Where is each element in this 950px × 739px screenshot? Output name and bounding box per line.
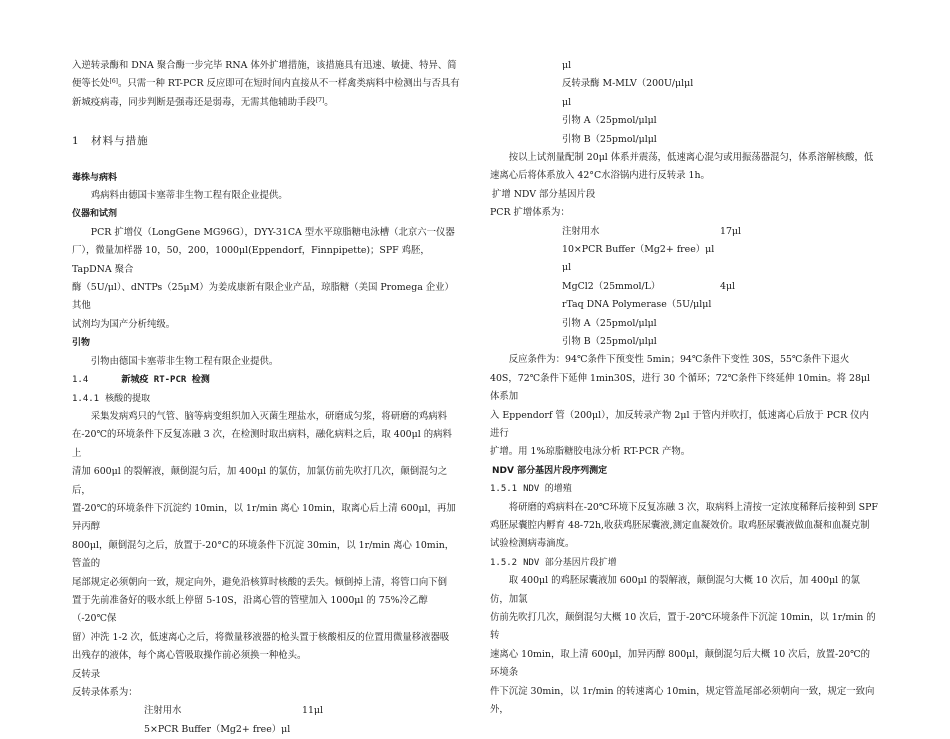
reagent-row: 反转录酶 M-MLV（200U/μlμl bbox=[562, 78, 694, 90]
proliferation-line: 将研磨的鸡病料在-20℃环境下反复冻融 3 次，取病料上清按一定浓度稀释后接种到 SPF bbox=[508, 501, 878, 513]
intro-line-2: 便等长处[6]。只需一种 RT-PCR 反应即可在短时间内直接从不一样禽类病料中检测出与否具有 bbox=[72, 78, 460, 90]
instrument-line: 厂），微量加样器 10，50，200，1000μl(Eppendorf，Finnpipette)；SPF 鸡胚，TapDNA 聚合 bbox=[72, 245, 430, 275]
right-column bbox=[490, 57, 878, 719]
reagent-row: 引物 B（25pmol/μlμl bbox=[562, 335, 657, 347]
sequencing-heading: NDV 部分基因片段序列测定 bbox=[492, 465, 608, 476]
section-1-4-heading: 1.4 新城疫 RT-PCR 检测 bbox=[72, 375, 210, 386]
reagent-row: μl bbox=[562, 262, 572, 274]
reagent-row: μl bbox=[562, 96, 572, 108]
condition-line: 40S，72℃条件下延伸 1min30S，进行 30 个循环；72℃条件下终延伸 10min。将 28μl 体系加 bbox=[490, 372, 871, 403]
reagent-row: 引物 A（25pmol/μlμl bbox=[562, 317, 657, 329]
condition-line: 扩增。用 1%琼脂糖胶电泳分析 RT-PCR 产物。 bbox=[490, 446, 691, 458]
amplify-152-line: 速离心 10min，取上清 600μl，加异丙醇 800μl，颠倒混匀后大概 10 次后，放置-20℃的环境条 bbox=[490, 648, 870, 679]
reagent-row: 10×PCR Buffer（Mg2+ free）μl bbox=[562, 243, 715, 255]
intro-line-1: 入逆转录酶和 DNA 聚合酶一步完毕 RNA 体外扩增措施，该措施具有迅速、敏捷、特异、简 bbox=[72, 60, 457, 71]
intro-line-3: 新城疫病毒，同步判断是强毒还是弱毒，无需其他辅助手段[7]。 bbox=[72, 96, 334, 108]
section-1-5-1-heading: 1.5.1 NDV 的增殖 bbox=[490, 484, 572, 495]
rt-heading: 反转录 bbox=[72, 668, 101, 680]
extract-line: 尾部规定必须朝向一致，规定向外，避免沿核算时核酸的丢失。倾倒掉上清，将管口向下倒 bbox=[72, 576, 448, 588]
extract-line: 在-20℃的环境条件下反复冻融 3 次，在检测时取出病料，融化病料之后，取 400μl 的病料上 bbox=[72, 429, 452, 459]
citation-7: [7] bbox=[315, 96, 325, 104]
reagent-row: 5×PCR Buffer（Mg2+ free）μl bbox=[144, 723, 291, 735]
pcr-system-label: PCR 扩增体系为： bbox=[490, 207, 570, 219]
citation-6: [6] bbox=[109, 78, 119, 86]
extract-line: 置于先前准备好的吸水纸上停留 5-10S，沿离心管的管壁加入 1000μl 的 75%冷乙醇（-20℃保 bbox=[72, 594, 428, 625]
instrument-line: PCR 扩增仪（LongGene MG96G），DYY-31CA 型水平琼脂糖电泳槽（北京六一仪器 bbox=[90, 226, 455, 238]
condition-line: 反应条件为：94℃条件下预变性 5min；94℃条件下变性 30S，55℃条件下退火 bbox=[508, 354, 850, 366]
proliferation-line: 鸡胚尿囊腔内孵育 48-72h,收获鸡胚尿囊液,测定血凝效价。取鸡胚尿囊液做血凝和血凝克制 bbox=[490, 519, 870, 531]
strain-text: 鸡病料由德国卡塞蒂非生物工程有限企业提供。 bbox=[90, 190, 288, 202]
reagent-row: MgCl2（25mmol/L） 4μl bbox=[562, 280, 736, 292]
amplify-152-line: 件下沉淀 30min，以 1r/min 的转速离心 10min，规定管盖尾部必须朝向一致，规定一致向外， bbox=[490, 685, 875, 716]
instrument-heading: 仪器和试剂 bbox=[72, 209, 118, 220]
primer-heading: 引物 bbox=[72, 338, 91, 349]
condition-line: 入 Eppendorf 管（200μl），加反转录产物 2μl 于管内并吹打，低速离心后放于 PCR 仪内进行 bbox=[490, 409, 869, 439]
section-1-4-1-heading: 1.4.1 核酸的提取 bbox=[72, 393, 151, 404]
reagent-row: 引物 A（25pmol/μlμl bbox=[562, 115, 657, 127]
extract-line: 置-20℃的环境条件下沉淀约 10min，以 1r/min 离心 10min，取离心后上清 600μl，再加异丙醇 bbox=[72, 502, 456, 533]
reagent-row: 注射用水 11μl bbox=[144, 705, 324, 717]
primer-text: 引物由德国卡塞蒂非生物工程有限企业提供。 bbox=[90, 355, 279, 367]
rt-mix-line: 速离心后将体系放入 42°C水浴锅内进行反转录 1h。 bbox=[490, 170, 710, 182]
instrument-line: 酶（5U/μl）、dNTPs（25μM）为姜成康新有限企业产品，琼脂糖（美国 Promega 企业）其他 bbox=[72, 282, 454, 312]
strain-heading: 毒株与病料 bbox=[72, 172, 118, 183]
amplify-heading: 扩增 NDV 部分基因片段 bbox=[492, 188, 596, 200]
amplify-152-line: 取 400μl 的鸡胚尿囊液加 600μl 的裂解液，颠倒混匀大概 10 次后，加 400μl 的氯仿，加氯 bbox=[490, 575, 860, 605]
extract-line: 800μl，颠倒混匀之后，放置于-20°C的环境条件下沉淀 30min，以 1r/min 离心 10min，管盖的 bbox=[72, 539, 455, 570]
instrument-line: 试剂均为国产分析纯级。 bbox=[72, 318, 176, 330]
rt-system-label: 反转录体系为： bbox=[72, 687, 138, 698]
reagent-row: μl bbox=[562, 60, 572, 71]
proliferation-line: 试验检测病毒滴度。 bbox=[490, 538, 575, 550]
rt-mix-line: 按以上试剂量配制 20μl 体系并震荡，低速离心混匀或用振荡器混匀，体系溶解核酸，低 bbox=[508, 151, 874, 163]
extract-line: 留）冲洗 1-2 次，低速离心之后，将微量移液器的枪头置于核酸相反的位置用微量移液器吸 bbox=[72, 631, 450, 643]
extract-line: 出残存的液体，每个离心管吸取操作前必须换一种枪头。 bbox=[72, 650, 307, 662]
extract-line: 采集发病鸡只的气管、脑等病变组织加入灭菌生理盐水，研磨成匀浆，将研磨的鸡病料 bbox=[90, 410, 448, 422]
reagent-row: rTaq DNA Polymerase（5U/μlμl bbox=[562, 299, 712, 311]
reagent-row: 注射用水 17μl bbox=[562, 225, 742, 237]
left-column bbox=[72, 57, 460, 739]
extract-line: 清加 600μl 的裂解液，颠倒混匀后，加 400μl 的氯仿，加氯仿前先吹打几次，颠倒混匀之后， bbox=[72, 466, 448, 496]
reagent-row: 引物 B（25pmol/μlμl bbox=[562, 133, 657, 145]
section-1-heading: 1 材料与措施 bbox=[72, 135, 149, 148]
amplify-152-line: 仿前先吹打几次，颠倒混匀大概 10 次后，置于-20℃环境条件下沉淀 10min，以 1r/min 的转 bbox=[490, 612, 876, 642]
section-1-5-2-heading: 1.5.2 NDV 部分基因片段扩增 bbox=[490, 557, 617, 568]
